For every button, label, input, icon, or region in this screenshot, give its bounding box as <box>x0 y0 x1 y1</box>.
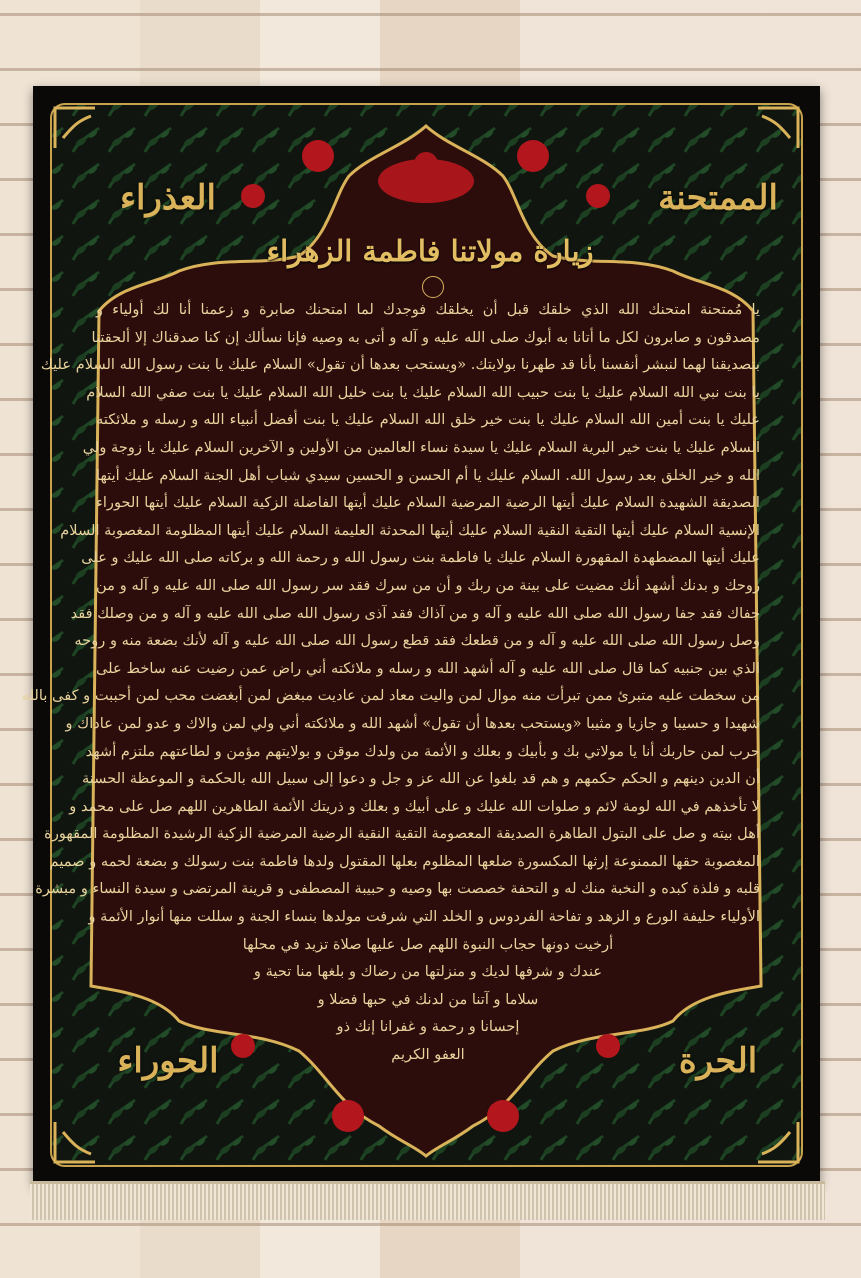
ziyarat-text <box>21 296 760 1126</box>
text-line: لا تأخذهم في الله لومة لائم و صلوات الله عليك و على أبيك و بعلك و ذريتك الأئمة الطاهرين اللهم صل على محمد و <box>69 797 760 815</box>
text-line: العفو الكريم <box>391 1046 465 1064</box>
text-line: يا مُمتحنة امتحنك الله الذي خلقك قبل أن يخلقك فوجدك لما امتحنك صابرة و زعمنا أنا لك أولياء و <box>96 301 760 318</box>
text-line: الأولياء حليفة الورع و الزهد و تفاحة الفردوس و الخلد التي شرفت مولدها بنساء الجنة و سللت منها أنوار الأئمة و <box>88 908 760 926</box>
text-line: مصدقون و صابرون لكل ما أتانا به أبوك صلى الله عليه و آله و أتى به وصيه فإنا نسألك إن كنا صدقناك إلا ألحقتنا <box>91 328 760 346</box>
text-line: يا بنت نبي الله السلام عليك يا بنت حبيب الله السلام عليك يا بنت خليل الله السلام عليك يا بنت صفي الله السلام <box>86 383 760 401</box>
text-line: قلبه و فلذة كبده و النخبة منك له و التحفة خصصت بها وصيه و حبيبة المصطفى و قرينة المرتضى و سيدة النساء و مبشرة <box>35 880 760 898</box>
text-line: عليك أيتها المضطهدة المقهورة السلام عليك يا فاطمة بنت رسول الله و رحمة الله و بركاته صلى الله عليك و على <box>81 549 760 567</box>
text-line: أرخيت دونها حجاب النبوة اللهم صل عليها صلاة تزيد في محلها <box>242 935 614 953</box>
seal-icon <box>422 276 444 298</box>
wall-top <box>0 0 861 55</box>
text-line: إحسانا و رحمة و غفرانا إنك ذو <box>336 1018 520 1036</box>
text-line: الله و خير الخلق بعد رسول الله. السلام عليك يا أم الحسن و الحسين سيدي شباب أهل الجنة السلام عليك أيتها <box>96 466 760 484</box>
text-line: سلاما و آتنا من لدنك في حبها فضلا و <box>317 990 539 1008</box>
corner-title-bottom-left: الحوراء <box>117 1041 219 1081</box>
text-line: جفاك فقد جفا رسول الله صلى الله عليه و آله و من آذاك فقد آذى رسول الله صلى الله عليه و آله و من وصلك فقد <box>70 604 760 622</box>
text-line: السلام عليك يا بنت خير البرية السلام عليك يا سيدة نساء العالمين من الأولين و الآخرين السلام عليك يا زوجة ولي <box>82 438 760 456</box>
text-line: عندك و شرفها لديك و منزلتها من رضاك و بلغها منا تحية و <box>253 963 603 981</box>
text-line: شهيدا و حسيبا و جازيا و مثيبا «ويستحب بعدها أن تقول» أشهد الله و ملائكته أني ولي لمن والاك و عدو لمن عاداك و <box>65 714 760 732</box>
title-text: زيارة مولاتنا فاطمة الزهراء <box>266 234 594 268</box>
text-line: روحك و بدنك أشهد أنك مضيت على بينة من ربك و أن من سرك فقد سر رسول الله صلى الله عليه و آله و من <box>96 576 760 594</box>
text-line: من سخطت عليه متبرئ ممن تبرأت منه موال لمن واليت معاد لمن عاديت مبغض لمن أبغضت محب لمن أحببت و كفى بالله <box>21 687 760 705</box>
page-title <box>250 234 610 302</box>
text-line: أن الدين دينهم و الحكم حكمهم و هم قد بلغوا عن الله عز و جل و دعوا إلى سبيل الله بالحكمة و الموعظة الحسنة <box>81 770 760 788</box>
text-line: المغصوبة حقها الممنوعة إرثها المكسورة ضلعها المظلوم بعلها المقتول ولدها فاطمة بنت رسولك و بضعة لحمه و صميم <box>49 852 760 870</box>
corner-title-top-right: الممتحنة <box>658 178 778 218</box>
text-line: بتصديقنا لهما لنبشر أنفسنا بأنا قد طهرنا بولايتك. «ويستحب بعدها أن تقول» السلام عليك يا بنت رسول الله السلام عليك <box>40 356 760 374</box>
text-line: عليك يا بنت أمين الله السلام عليك يا بنت خير خلق الله السلام عليك يا بنت أفضل أنبياء الله و رسله و ملائكته <box>96 411 760 429</box>
fringe <box>30 1181 825 1220</box>
corner-title-top-left: العذراء <box>120 178 216 218</box>
text-line: الإنسية السلام عليك أيتها التقية النقية السلام عليك أيتها المحدثة العليمة السلام عليك أيتها المظلومة المغصوبة السلام <box>60 521 760 539</box>
corner-title-bottom-right: الحرة <box>678 1041 758 1081</box>
text-line: الصديقة الشهيدة السلام عليك أيتها الرضية المرضية السلام عليك أيتها الفاضلة الزكية السلام عليك أيتها الحوراء <box>96 494 760 512</box>
text-line: وصل رسول الله صلى الله عليه و آله و من قطعك فقد قطع رسول الله صلى الله عليه و آله لأنك بضعة منه و روحه <box>74 632 760 650</box>
text-line: حرب لمن حاربك أنا يا مولاتي بك و بأبيك و بعلك و الأئمة من ولدك موقن و بولايتهم مؤمن و لطاعتهم ملتزم أشهد <box>85 742 760 760</box>
text-line: الذي بين جنبيه كما قال صلى الله عليه و آله أشهد الله و رسله و ملائكته أني راض عمن رضيت عنه ساخط على <box>96 659 760 677</box>
text-line: أهل بيته و صل على البتول الطاهرة الصديقة المعصومة التقية النقية الرضية المرضية الزكية الرشيدة المظلومة المقهورة <box>44 825 760 843</box>
